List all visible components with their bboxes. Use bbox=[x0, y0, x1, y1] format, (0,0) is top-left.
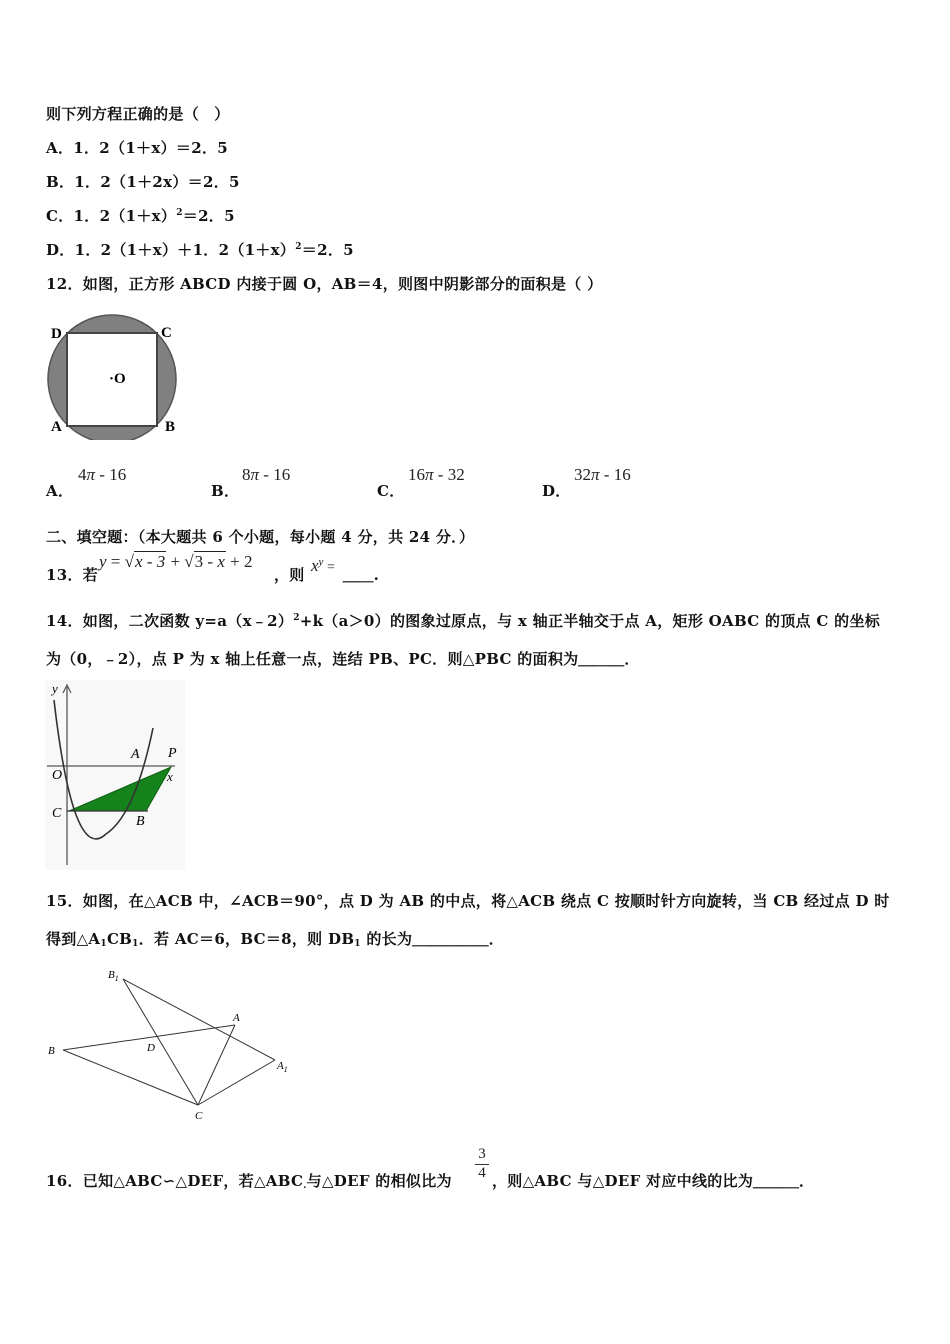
q12-option-a-value bbox=[78, 465, 126, 485]
q14-line1 bbox=[46, 610, 880, 631]
pi-symbol: π bbox=[86, 465, 96, 484]
text: 16．已知△ABC∽△DEF，若△ABC bbox=[46, 1172, 304, 1190]
text: 的长为＿＿＿＿＿． bbox=[360, 930, 505, 948]
coef: 4 bbox=[78, 465, 87, 484]
q14-figure bbox=[45, 680, 185, 870]
label-o: ·O bbox=[109, 371, 126, 387]
q13-power bbox=[311, 556, 335, 576]
option-tail: ＝2．5 bbox=[301, 241, 354, 259]
pi-symbol: π bbox=[591, 465, 600, 484]
text: 14．如图，二次函数 y=a（x﹣2） bbox=[46, 612, 294, 630]
q15-figure bbox=[44, 962, 304, 1124]
coef: 32 bbox=[574, 465, 591, 484]
exponent: 2 bbox=[176, 208, 183, 218]
option-tail: ＝2．5 bbox=[182, 207, 235, 225]
option-text: 1．2（1＋x）＝2．5 bbox=[73, 139, 228, 157]
q12-option-a-label: A． bbox=[46, 482, 74, 500]
pi-symbol: π bbox=[425, 465, 434, 484]
q16-fraction bbox=[475, 1146, 489, 1181]
q13-blank: ＿＿. bbox=[343, 566, 380, 584]
label-d: D bbox=[147, 1042, 155, 1054]
label-y: y bbox=[52, 681, 58, 696]
text: 与△DEF 的相似比为 bbox=[306, 1172, 452, 1190]
label-d: D bbox=[51, 326, 62, 342]
q12-option-d-label: D． bbox=[542, 482, 571, 500]
label-o: O bbox=[52, 768, 63, 783]
label-c: C bbox=[52, 806, 62, 821]
label-p: P bbox=[168, 746, 177, 761]
text: ．若 AC＝6，BC＝8，则 DB bbox=[138, 930, 355, 948]
option-label: D． bbox=[46, 241, 75, 259]
segment-b1a1 bbox=[123, 979, 275, 1060]
option-label: C． bbox=[46, 207, 74, 225]
label-b: B bbox=[48, 1045, 55, 1057]
plus-2: + 2 bbox=[225, 552, 253, 571]
q12-option-d-value bbox=[574, 465, 631, 485]
section-title: 二、填空题：（本大题共 6 个小题，每小题 4 分，共 24 分．） bbox=[46, 528, 475, 546]
option-text: 1．2（1＋x） bbox=[73, 207, 177, 225]
label-b: B bbox=[136, 814, 145, 829]
segment-bc bbox=[63, 1050, 198, 1105]
rest: - 16 bbox=[95, 465, 127, 484]
label-b: B bbox=[165, 419, 176, 435]
exponent: 2 bbox=[293, 613, 300, 623]
q14-line2: 为（0，﹣2），点 P 为 x 轴上任意一点，连结 PB、PC．则△PBC 的面积为＿＿＿． bbox=[46, 650, 640, 668]
base-x: x bbox=[311, 556, 319, 575]
label-b1: $B_1$ bbox=[108, 969, 119, 983]
q15-line2 bbox=[46, 928, 504, 949]
label-a: A bbox=[131, 747, 140, 762]
exponent-y: y bbox=[318, 556, 324, 568]
exponent: 2 bbox=[295, 242, 302, 252]
q11-stem: 则下列方程正确的是（ ） bbox=[46, 105, 230, 123]
q15-line1: 15．如图，在△ACB 中，∠ACB＝90°，点 D 为 AB 的中点，将△ACB 绕点 C 按顺时针方向旋转，当 CB 经过点 D 时 bbox=[46, 892, 890, 910]
q11-option-b bbox=[46, 171, 240, 192]
option-label: A． bbox=[46, 139, 74, 157]
rest: - 16 bbox=[259, 465, 291, 484]
coef: 8 bbox=[242, 465, 251, 484]
q12-option-b-value bbox=[242, 465, 290, 485]
option-text: 1．2（1＋2x）＝2．5 bbox=[74, 173, 240, 191]
dot: . bbox=[303, 1181, 307, 1191]
label-a: A bbox=[233, 1012, 240, 1024]
rest: - 16 bbox=[599, 465, 631, 484]
rest: - 32 bbox=[433, 465, 465, 484]
radicand-2: 3 - bbox=[194, 552, 218, 571]
q12-option-c-value bbox=[408, 465, 465, 485]
q16-text-c: ，则△ABC 与△DEF 对应中线的比为＿＿＿． bbox=[492, 1172, 815, 1190]
q12-option-c-label: C． bbox=[377, 482, 405, 500]
label-a: A bbox=[51, 419, 62, 435]
subscript: 1 bbox=[354, 939, 361, 949]
coef: 16 bbox=[408, 465, 425, 484]
label-c: C bbox=[195, 1110, 203, 1122]
subscript: 1 bbox=[100, 939, 107, 949]
label-c: C bbox=[161, 325, 172, 341]
option-label: B． bbox=[46, 173, 75, 191]
plus: + bbox=[166, 552, 185, 571]
label-a1: $A_1$ bbox=[277, 1060, 288, 1074]
q13-prefix: 13．若 bbox=[46, 566, 99, 584]
segment-a1c bbox=[198, 1060, 275, 1105]
q16-text-a bbox=[46, 1170, 452, 1191]
subscript: 1 bbox=[132, 939, 139, 949]
q11-option-c bbox=[46, 205, 235, 226]
segment-b1c bbox=[123, 979, 198, 1105]
numerator: 3 bbox=[478, 1146, 486, 1162]
q13-mid: ，则 bbox=[274, 566, 305, 584]
equals: = bbox=[106, 552, 121, 571]
q11-option-d bbox=[46, 239, 354, 260]
q12-option-b-label: B． bbox=[211, 482, 240, 500]
pi-symbol: π bbox=[250, 465, 260, 484]
q13-equation: y = √x - 3 + √3 - x + 2 bbox=[99, 552, 253, 571]
q11-option-a bbox=[46, 137, 228, 158]
equals: = bbox=[323, 560, 335, 575]
radicand-1: x - 3 bbox=[134, 552, 166, 571]
text: +k（a＞0）的图象过原点，与 x 轴正半轴交于点 A，矩形 OABC 的顶点 C 的坐标 bbox=[299, 612, 881, 630]
radicand-2-x: x bbox=[217, 552, 225, 571]
option-text: 1．2（1＋x）＋1．2（1＋x） bbox=[74, 241, 296, 259]
text: 得到△A bbox=[46, 930, 101, 948]
segment-ac bbox=[198, 1025, 235, 1105]
q12-stem: 12．如图，正方形 ABCD 内接于圆 O，AB＝4，则图中阴影部分的面积是（ ） bbox=[46, 275, 603, 293]
label-x: x bbox=[167, 769, 173, 784]
text: CB bbox=[106, 930, 133, 948]
var-y: y bbox=[99, 552, 107, 571]
q12-figure bbox=[40, 310, 190, 440]
denominator: 4 bbox=[475, 1164, 489, 1181]
